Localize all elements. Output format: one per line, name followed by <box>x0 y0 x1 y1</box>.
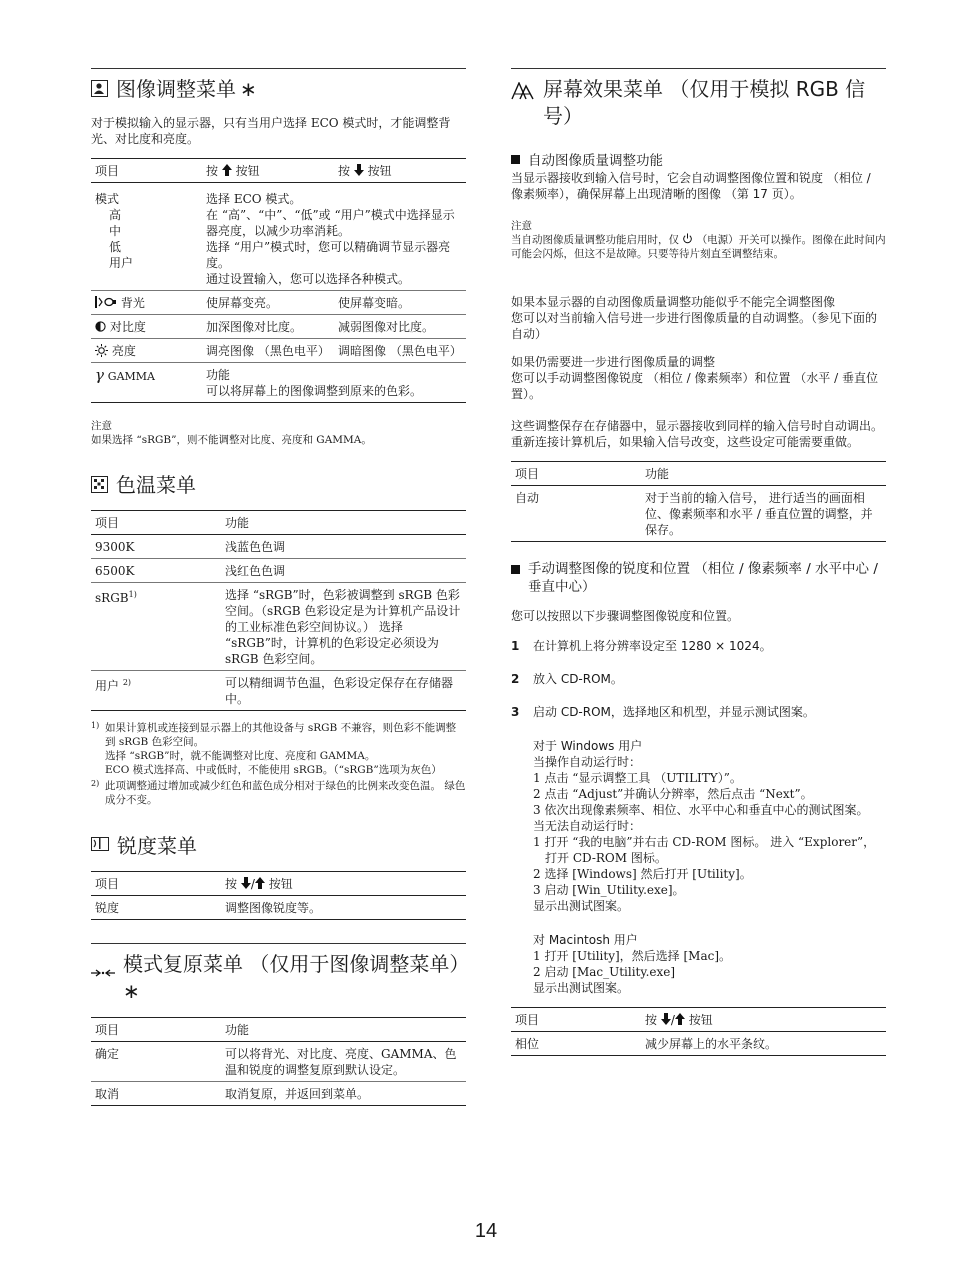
phase-table <box>511 1007 886 1056</box>
header-item: 项目 <box>511 462 641 486</box>
mode-user: 用户 <box>109 256 134 270</box>
gamma-fn-label: 功能 <box>206 368 231 382</box>
table-row: 自动 对于当前的输入信号， 进行适当的画面相位、像素频率和水平 / 垂直位置的调整，并保存。 <box>511 486 886 542</box>
mode-mid: 中 <box>109 224 122 238</box>
list-item: 3 依次出现像素频率、相位、水平中心和垂直中心的测试图案。 <box>533 803 869 817</box>
list-item: 2 放入 CD-ROM。 <box>511 672 623 686</box>
down-arrow-icon <box>241 877 251 889</box>
note-text: 如果选择 “sRGB”，则不能调整对比度、亮度和 GAMMA。 <box>91 434 372 446</box>
note-heading: 注意 <box>91 420 112 432</box>
picture-intro: 对于模拟输入的显示器，只有当用户选择 ECO 模式时，才能调整背光、对比度和亮度。 <box>91 116 451 146</box>
screen-icon <box>511 80 535 107</box>
up-arrow-icon <box>675 1013 685 1025</box>
if2-text: 您可以手动调整图像锐度 （相位 / 像素频率）和位置 （水平 / 垂直位置）。 <box>511 371 878 401</box>
contrast-down: 减弱图像对比度。 <box>334 315 466 339</box>
header-buttons: 按 / 按钮 <box>221 872 466 896</box>
table-row: 9300K 浅蓝色色调 <box>91 535 466 559</box>
note-heading: 注意 <box>511 220 532 232</box>
brightness-icon <box>95 344 108 357</box>
reset-section <box>91 943 470 1106</box>
list-item: 3 启动 CD-ROM，选择地区和机型，并显示测试图案。 <box>511 705 815 719</box>
table-row: 取消 取消复原，并返回到菜单。 <box>91 1082 466 1106</box>
sharp-section <box>91 833 466 920</box>
auto-text: 当显示器接收到输入信号时，它会自动调整图像位置和锐度 （相位 / 像素频率），确保屏幕上出现清晰的图像 （第 17 页）。 <box>511 171 871 201</box>
mac-end: 显示出测试图案。 <box>533 981 630 995</box>
color-heading <box>91 472 466 499</box>
color-section <box>91 472 466 807</box>
star-mark: ∗ <box>123 979 140 1003</box>
save-text: 这些调整保存在存储器中，显示器接收到同样的输入信号时自动调出。 重新连接计算机后，如果输入信号改变，这些设定可能需要重做。 <box>511 419 884 449</box>
list-item: 1 打开 [Utility]，然后选择 [Mac]。 <box>533 949 732 963</box>
table-row: 6500K 浅红色色调 <box>91 559 466 583</box>
sharp-heading <box>91 833 466 860</box>
reset-icon <box>91 958 115 985</box>
table-row: 对比度 加深图像对比度。 减弱图像对比度。 <box>91 315 466 339</box>
header-down: 按 按钮 <box>334 159 466 183</box>
mode-desc: 选择 “用户”模式时，您可以精确调节显示器亮度。 <box>206 240 451 270</box>
backlight-up: 使屏幕变亮。 <box>202 291 334 315</box>
table-row: 背光 使屏幕变亮。 使屏幕变暗。 <box>91 291 466 315</box>
header-function: 功能 <box>641 462 886 486</box>
sharp-table <box>91 871 466 920</box>
reset-title: 模式复原菜单 （仅用于图像调整菜单） <box>123 952 470 976</box>
picture-table <box>91 158 466 403</box>
picture-section <box>91 68 466 447</box>
picture-title: 图像调整菜单 <box>116 77 236 101</box>
windows-block <box>511 738 886 996</box>
up-arrow-icon <box>255 877 265 889</box>
list-item: 1 打开 “我的电脑”并右击 CD-ROM 图标。 进入 “Explorer”，打开 CD-ROM 图标。 <box>533 835 876 865</box>
if2-heading: 如果仍需要进一步进行图像质量的调整 <box>511 355 716 369</box>
table-row: γ GAMMA 功能 可以将屏幕上的图像调整到原来的色彩。 <box>91 363 466 403</box>
header-item: 项目 <box>511 1008 641 1032</box>
list-item: 1 点击 “显示调整工具 （UTILITY）”。 <box>533 771 742 785</box>
mode-low: 低 <box>109 240 122 254</box>
table-row <box>91 183 466 291</box>
footnote-text: 选择 “sRGB”时，就不能调整对比度、亮度和 GAMMA。 <box>105 750 376 762</box>
footnote-text: 如果计算机或连接到显示器上的其他设备与 sRGB 不兼容，则色彩不能调整到 sRGB 色彩空间。 <box>105 722 457 748</box>
list-item: 3 启动 [Win_Utility.exe]。 <box>533 883 685 897</box>
list-item: 2 选择 [Windows] 然后打开 [Utility]。 <box>533 867 752 881</box>
table-row: 用户 $^{2)}$ 可以精细调节色温，色彩设定保存在存储器中。 <box>91 671 466 711</box>
table-row: 确定 可以将背光、对比度、亮度、GAMMA、色温和锐度的调整复原到默认设定。 <box>91 1042 466 1082</box>
page-number: 14 <box>474 1220 498 1242</box>
header-item: 项目 <box>91 159 202 183</box>
header-item: 项目 <box>91 1018 221 1042</box>
table-row: sRGB$^{1)}$ 选择 “sRGB”时，色彩被调整到 sRGB 色彩空间。（sRGB 色彩设定是为计算机产品设计的工业标准色彩空间协议。） 选择 “sRGB”时，计算机的色彩设定必须设为 sRGB 色彩空间。 <box>91 583 466 671</box>
contrast-icon <box>95 321 106 332</box>
windows-heading: 对于 Windows 用户 <box>533 739 643 753</box>
contrast-up: 加深图像对比度。 <box>202 315 334 339</box>
down-arrow-icon <box>354 164 364 176</box>
mode-high: 高 <box>109 208 122 222</box>
manual-text: 您可以按照以下步骤调整图像锐度和位置。 <box>511 609 740 623</box>
header-item: 项目 <box>91 872 221 896</box>
table-row: 相位 减少屏幕上的水平条纹。 <box>511 1032 886 1056</box>
windows-end: 显示出测试图案。 <box>533 899 630 913</box>
backlight-icon <box>95 296 117 308</box>
windows-manual-heading: 当无法自动运行时： <box>533 819 642 833</box>
gamma-icon: γ <box>95 366 104 384</box>
mode-label: 模式 <box>95 192 120 206</box>
left-column <box>91 68 470 1106</box>
down-arrow-icon <box>661 1013 671 1025</box>
mode-desc: 选择 ECO 模式。 <box>206 192 302 206</box>
right-column <box>511 68 886 1056</box>
list-item: 2 启动 [Mac_Utility.exe] <box>533 965 676 979</box>
if1-heading: 如果本显示器的自动图像质量调整功能似乎不能完全调整图像 <box>511 295 836 309</box>
screen-title: 屏幕效果菜单 （仅用于模拟 RGB 信号） <box>543 77 866 128</box>
footnotes: 1) 如果计算机或连接到显示器上的其他设备与 sRGB 不兼容，则色彩不能调整到 sRGB 色彩空间。 选择 “sRGB”时，就不能调整对比度、亮度和 GAMMA。 ECO 模式选择高、中或低时，不能使用 sRGB。（“sRGB”选项为灰色） 2) 此项调整通过增加或减少红色和蓝色成分相对于绿色的比例来改变色温。 绿色成分不变。 <box>91 721 466 806</box>
auto-table <box>511 461 886 542</box>
mac-heading: 对 Macintosh 用户 <box>533 933 638 947</box>
footnote-text: 此项调整通过增加或减少红色和蓝色成分相对于绿色的比例来改变色温。 绿色成分不变。 <box>105 780 466 806</box>
note-text: 当自动图像质量调整功能启用时，仅 （电源）开关可以操作。图像在此时间内可能会闪烁，但这不是故障。只要等待片刻直至调整结束。 <box>511 234 886 260</box>
auto-heading: 自动图像质量调整功能 <box>511 152 886 170</box>
reset-heading <box>91 943 470 1005</box>
brightness-up: 调亮图像 （黑色电平） <box>202 339 334 363</box>
if1-text: 您可以对当前输入信号进一步进行图像质量的自动调整。（参见下面的自动） <box>511 311 878 341</box>
color-temp-icon <box>91 476 108 493</box>
mode-desc: 通过设置输入，您可以选择各种模式。 <box>206 272 411 286</box>
picture-heading <box>91 68 466 103</box>
sharp-title: 锐度菜单 <box>117 834 197 858</box>
up-arrow-icon <box>222 164 232 176</box>
list-item: 1 在计算机上将分辨率设定至 1280 × 1024。 <box>511 639 772 653</box>
screen-heading <box>511 68 886 130</box>
table-row: 亮度 调亮图像 （黑色电平） 调暗图像 （黑色电平） <box>91 339 466 363</box>
mode-desc: 在 “高”、“中”、“低”或 “用户”模式中选择显示器亮度，以减少功率消耗。 <box>206 208 455 238</box>
list-item: 2 点击 “Adjust”并确认分辨率，然后点击 “Next”。 <box>533 787 813 801</box>
brightness-down: 调暗图像 （黑色电平） <box>334 339 466 363</box>
steps-list <box>511 638 886 720</box>
windows-auto-heading: 当操作自动运行时： <box>533 755 642 769</box>
color-table <box>91 510 466 711</box>
manual-heading: 手动调整图像的锐度和位置 （相位 / 像素频率 / 水平中心 / 垂直中心） <box>511 560 886 596</box>
backlight-down: 使屏幕变暗。 <box>334 291 466 315</box>
color-title: 色温菜单 <box>116 473 196 497</box>
power-icon <box>682 233 693 244</box>
header-item: 项目 <box>91 511 221 535</box>
sharpness-icon <box>91 837 109 851</box>
header-buttons: 按 / 按钮 <box>641 1008 886 1032</box>
picture-icon <box>91 80 108 97</box>
star-mark: ∗ <box>240 77 257 101</box>
table-row: 锐度 调整图像锐度等。 <box>91 896 466 920</box>
header-up: 按 按钮 <box>202 159 334 183</box>
footnote-text: ECO 模式选择高、中或低时，不能使用 sRGB。（“sRGB”选项为灰色） <box>105 764 442 776</box>
header-function: 功能 <box>221 1018 466 1042</box>
gamma-fn-text: 可以将屏幕上的图像调整到原来的色彩。 <box>206 384 423 398</box>
reset-table <box>91 1017 466 1106</box>
header-function: 功能 <box>221 511 466 535</box>
